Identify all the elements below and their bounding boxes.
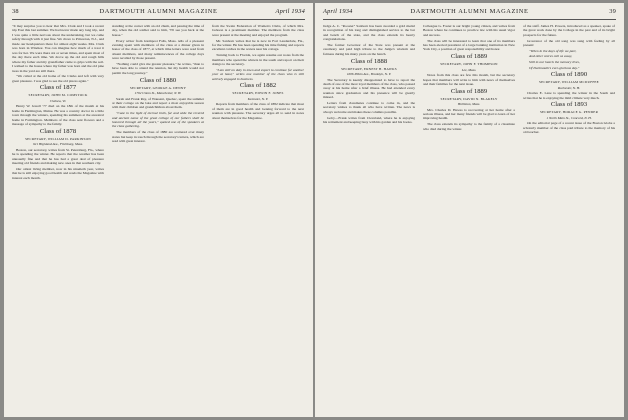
- verse-line: Of Dartmouth's ever-glorious day.": [529, 65, 580, 70]
- secretary-location: Chelsea, Vt.: [49, 98, 67, 103]
- paragraph: Judge A. C. "Rooster" Sanborn has been awarded a gold medal in recognition of his long and distinguished service to the bar and bench of the state, and the class extends its hearty congratulations.: [323, 24, 415, 42]
- paragraph: Grosvenor of the old song was sung with feeling by all present:: [523, 38, 615, 47]
- paragraph: of the staff. James H. Powers, introduced as a speaker, spoke of the great work done by the College in the past and of its bright prospects for the future.: [523, 24, 615, 37]
- paragraph: Notes from this class are few this month, but the secretary hopes that members will write to him with news of themselves and their families for the next issue.: [423, 73, 515, 86]
- paragraph: The former Governor of the State was present at the ceremony and paid high tribute to the Judge's wisdom and fairness during his many years on the bench.: [323, 43, 415, 56]
- paragraph: Boston, our secretary, writes from St. Petersburg, Fla., where he is spending the winter. He reports that the weather has been unusually fine and that he has had a great deal of pleasure meeting old friends and making new ones in that southern city.: [12, 147, 104, 166]
- secretary-location: Holliston, Mass.: [457, 102, 481, 107]
- left-page-header: [12, 8, 305, 18]
- secretary-line: SECRETARY, HORACE G. PENDER: [539, 110, 599, 115]
- column-2: [423, 24, 515, 132]
- secretary-line: SECRETARY, DAVID N. BLAKELY: [440, 96, 498, 101]
- page-number: 38: [12, 8, 19, 15]
- class-heading: Class of 1882: [239, 82, 277, 90]
- secretary-line: SECRETARY, GEORGE A. DENNY: [129, 85, 187, 90]
- issue-date: April 1934: [323, 8, 353, 15]
- class-heading: Class of 1888: [350, 57, 388, 65]
- paragraph: On the editorial page of a recent issue of the Boston Globe a scholarly member of the class paid tribute to the memory of his old teacher.: [523, 121, 615, 135]
- running-title: DARTMOUTH ALUMNI MAGAZINE: [99, 8, 218, 15]
- paragraph: Mrs. Charles D. Hawes is recovering at her home after a serious illness, and her many friends will be glad to learn of her improving health.: [423, 107, 515, 121]
- paragraph: Turning back to Florida, we again resume our notes from the members who spend the winters in the south and report on their doings to the secretary.: [212, 53, 304, 66]
- class-heading: Class of 1878: [39, 127, 77, 135]
- left-page: [4, 3, 313, 417]
- column-2: [112, 24, 204, 145]
- paragraph: Every writer from Glempost Falls, Mass. tells of a pleasant evening spent with members of the class at a dinner given in honor of the class of 1877, at which time letters were read from absent members, and many reminiscences of the college days were recalled by those present.: [112, 38, 204, 61]
- secretary-location: 1702 Union St., Manchester, N. H.: [134, 91, 182, 96]
- paragraph: Our oldest living member, now in his ninetieth year, writes that he is still enjoying good health and reads the Magazine with interest each month.: [12, 166, 104, 180]
- class-heading: Class of 1880: [139, 76, 177, 84]
- paragraph: "Cane in the light of eternal truth, far and wide the revered and ancient name of the great college of our fathers shall be honored through all the years," quoted one of the speakers at the class gathering.: [112, 111, 204, 129]
- paragraph: from the Swain Federation of Women's Clubs, of which Mrs. Jackson is a prominent member. The members from the class were present at the meeting and enjoyed the program.: [212, 24, 304, 37]
- column-1: [323, 24, 415, 126]
- issue-date: April 1934: [275, 8, 305, 15]
- secretary-location: 1606 Pitkin Ave., Brooklyn, N. Y.: [346, 72, 392, 77]
- header-rule: [12, 19, 305, 20]
- paragraph: The Secretary is keenly disappointed to have to report the death of one of the most loyal members of the class, who passed away at his home after a brief illness. He had attended every reunion since graduation and his presence will be greatly missed.: [323, 77, 415, 100]
- secretary-line: SECRETARY, ERNEST H. HAWKS: [341, 66, 397, 71]
- secretary-location: Kenmore, N. Y.: [247, 96, 269, 101]
- secretary-location: Rochester, N. H.: [557, 85, 581, 90]
- paragraph: standing at the corner with an old chum, and passing the time of day, when the old soldier said to him, "I'll see you back at the house.": [112, 24, 204, 37]
- paragraph: Goby—Frank writes from Cleveland, where he is enjoying his retirement and keeping busy with his garden and his books.: [323, 115, 415, 124]
- secretary-location: Lee, Mass.: [461, 67, 477, 72]
- secretary-line: SECRETARY, EDWIN F. JONES: [232, 91, 284, 96]
- secretary-line: SECRETARY, JOHN F. THOMPSON: [440, 62, 498, 67]
- paragraph: Sarah and Frank Ray, of Wausant, Quebec, spent the summer at their cottage on the lake and report a most enjoyable season with their children and grandchildren about them.: [112, 96, 204, 110]
- class-heading: Class of 1893: [550, 101, 588, 109]
- class-heading: Class of 1890: [550, 71, 588, 79]
- verse-line: "When in the days of life we part,: [529, 48, 577, 53]
- running-title: DARTMOUTH ALUMNI MAGAZINE: [410, 8, 529, 15]
- secretary-line: SECRETARY, JOHN M. COMSTOCK: [28, 93, 88, 98]
- column-3: [212, 24, 304, 121]
- class-heading: Class of 1889: [450, 53, 488, 61]
- page-number: 39: [609, 8, 616, 15]
- secretary-location: 921 Highland Ave., Fitchburg, Mass.: [32, 142, 84, 147]
- paragraph: "It may surprise you to hear that Mrs. Clark and I took a recent trip East this last summer. We had never made any long trip, and I was quite a little nervous about the undertaking, but we came safely through with it just fine. We drove to Princeton, N.J., and made our headquarters there for almost eight weeks. Mrs. Clark was born in Windsor. You can imagine how much of a treat it was for her. We were there six or seven times, and spent most of the day there each time. We drove up the old and rough hills where my father and my grandfather came to grips with the soil. I walked to the house where my father was born and the old pine trees in the yard are still there.: [12, 24, 104, 73]
- verse-line: Still in our hearts the memory lives,: [529, 59, 580, 64]
- paragraph: The members of the class of 1880 are scattered over many states but keep in touch through the secretary's letters, which are read with great interest.: [112, 130, 204, 143]
- paragraph: "We called at the old home of the Clarks and left with very great pleasure. I was glad to see the old places again.": [12, 74, 104, 83]
- paragraph: "Nothing could give me greater pleasure," he writes, "than to have been able to attend the reunion, but my health would not permit the long journey.": [112, 62, 204, 75]
- paragraph: Colleague G. Foster is our bright young citizen, and writes from Boston where he continues to practice law with his usual vigor and success.: [423, 24, 515, 37]
- paragraph: Mr. Sanborn writes that he is now in Fort Lauderdale, Fla., for the winter. He has been spending his time fishing and reports excellent catches in the waters near his cottage.: [212, 38, 304, 52]
- secretary-location: 1 North Main St., Concord, N. H.: [546, 115, 592, 120]
- paragraph: Letters from classmates continue to come in, and the secretary wishes to thank all who have written. The news is always welcome and makes these columns possible.: [323, 100, 415, 114]
- secretary-line: SECRETARY, WILLIAM D. PARKINSON: [25, 136, 91, 141]
- column-1: [12, 24, 104, 181]
- class-heading: Class of 1877: [39, 84, 77, 92]
- header-rule: [323, 19, 616, 20]
- paragraph: Reports from members of the class of 1882 indicate that most of them are in good health and looking forward to the next reunion with pleasure. The secretary urges all to send in notes about themselves for the Magazine.: [212, 102, 304, 120]
- class-heading: Class of 1889: [450, 87, 488, 95]
- paragraph: The class will be interested to learn that one of its members has been elected president of a large banking institution in New York City, a position of great responsibility and honor.: [423, 38, 515, 52]
- verse-line: And other voices call us away,: [529, 54, 573, 59]
- secretary-line: SECRETARY, WILLIAM MCDUFFEE: [539, 80, 599, 85]
- right-page-header: [323, 8, 616, 18]
- paragraph: "I am still on duty in town and expect to continue for another year at least," writes one member of the class who is still actively engaged in business.: [212, 67, 304, 81]
- column-3: [523, 24, 615, 136]
- paragraph: Henry W. Jewell '77 died on the 18th of the month at his home in Farmington, Maine. He was a country doctor in a little town through the winters, spending his summers at the ancestral home in Farmington. Members of the class sent flowers and a message of sympathy to the family.: [12, 104, 104, 127]
- paragraph: Charles E. Lane is spending the winter in the South and writes that he is enjoying the mild climate very much.: [523, 91, 615, 100]
- right-page: [315, 3, 624, 417]
- paragraph: The class extends its sympathy to the family of a classmate who died during the winter.: [423, 122, 515, 131]
